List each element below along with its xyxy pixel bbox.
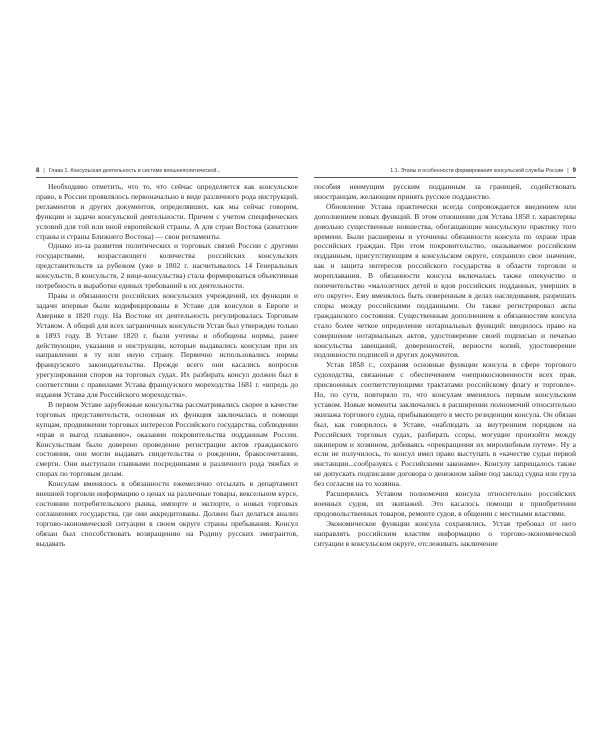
right-head-separator: | (567, 168, 569, 174)
left-paragraph: Консулам вменялось в обязанности ежемесячно отсылать в департамент внешней торговли информацию о ценах на различные товары, вексельном курсе, состоянии потребительского рынка, импорте и экспорте, о новых торговых соглашениях государства, где они аккредитованы. Должен был делаться анализ торгово-экономической ситуации в своем округе страны пребывания. Консул обязан был способствовать возвращению на Родину русских эмигрантов, выдавать (36, 479, 298, 548)
left-paragraph: Однако из-за развития политических и торговых связей России с другими государствами, возрастающего количества российских консульских представительств за рубежом (уже в 1802 г. насчитывалось 14 Генеральных консульств, 8 консульств, 2 вице-консульства) стала формироваться объективная потребность в выработке единых требований к их деятельности. (36, 241, 298, 291)
right-paragraph: Обновление Устава практически всегда сопровождается введением или дополнением новых функций. В этом отношении для Устава 1858 г. характерны довольно существенные новшества, обогащающие консульскую практику того времени. Были расширены и уточнены обязанности консула по охране прав российских граждан. При этом покровительство, оказываемое российским подданным, присутствующим в консульском округе, сохранило свое значение, как и защита интересов российского государства в области торговли и мореплавания. В обязанности консула включалась также опекунство и попечительство «малолетних детей и вдов российских подданных, умерших в его округе». Ему вменялось быть поверенным в делах наследования, разрешать споры между российскими подданными. Он также регистрировал акты гражданского состояния. Существенным дополнением к обязанностям консула стало более четкое определение нотариальных функций: вводилось право на совершение нотариальных актов, удостоверение своей подписью и печатью консульства завещаний, доверенностей, верности копий, удостоверение подлинности подписей и других документов. (314, 201, 576, 360)
left-head-rule (36, 177, 298, 178)
right-running-title: 1.1. Этапы и особенности формирования консульской службы России (390, 168, 564, 174)
left-head-separator: | (43, 168, 45, 174)
right-page-number: 9 (572, 168, 576, 174)
left-paragraph: Права и обязанности российских консульских учреждений, их функции и задачи впервые были кодифицированы в Уставе для консулов в Европе и Америке в 1820 году. На Востоке их деятельность регулировалась Торговым Уставом. А общий для всех заграничных консульств Устав был утвержден только в 1893 году. В Уставе 1820 г. были учтены и обобщены нормы, ранее действующие, указания и инструкции, которые выдавались консулам при их направлении в ту или иную страну. Первично использовались нормы французского законодательства. Прежде всего они касались вопросов урегулирования споров на торговых судах. Их разбирать консул должен был в соответствии с правилами Устава французского мореходства 1681 г. «впредь до издания Устава для Российского мореходства». (36, 290, 298, 400)
right-paragraph-continued: пособия неимущим русским подданным за границей, содействовать иностранцам, желающим принять русское подданство. (314, 182, 576, 201)
right-paragraph: Устав 1858 г., сохраняя основные функции консула в сфере торгового судоходства, связанные с обеспечением «неприкосновенности всех прав, присвоенных соответствующими трактатами российскому флагу и торговле». Но, по сути, повторяло то, что консулам вменялось первым консульским уставом. Новые моменты заключались в расширении полномочий относительно экипажа торгового судна, прибывающего в место резиденции консула. Он обязан был, как говорилось в Уставе, «наблюдать за внутренним порядком на Российских торговых судах, разбирать ссоры, могущие произойти между шкипером и хозяином, добиваясь «прекращения их миролюбным путем». Ну а если не получилось, то консул имел право выступать в «качестве судьи первой инстанции...сообразуясь с Российскими законами». Консулу запрещалось также не допускать подписание договора о денежном займе под заклад судна или груза без согласия на то хозяина. (314, 360, 576, 489)
left-page-body (36, 182, 298, 549)
right-paragraph: Расширялись Уставом полномочия консула относительно российских военных судов, их экипажей. Это касалось помощи в приобретении продовольственных товаров, ремонте судов, в общении с местными властями. (314, 489, 576, 518)
right-page-body (314, 182, 576, 549)
left-page-number: 8 (36, 168, 40, 174)
right-head-rule (314, 177, 576, 178)
left-paragraph: В первом Уставе зарубежные консульства рассматривались скорее в качестве торговых представительств, основная их функция заключалась в помощи купцам, продвижении торговых интересов Российского государства, соблюдении «прав и выгод плаванию», оказании покровительства подданным России. Консульствам было доверено проведение регистрации актов гражданского состояния, они могли выдавать свидетельства о рождении, бракосочетании, смерти. Они выступали главными посредниками в различного рода тяжбах и спорах по торговым делам. (36, 399, 298, 479)
left-paragraph: Необходимо отметить, что то, что сейчас определяется как консульское право, в России проявлялось первоначально в виде различного рода инструкций, регламентов и других документов, определявших, как мы сейчас говорим, функции и задачи консульской деятельности. Причем с учетом специфических условий для той или иной европейской страны. А для стран Востока (азиатские страны и страны Ближнего Востока) — свои регламенты. (36, 182, 298, 241)
right-paragraph: Экономические функции консула сохранялись. Устав требовал от него направлять российским властям информацию о торгово-экономической ситуации в консульском округе, отслеживать заключение (314, 518, 576, 548)
left-running-title: Глава 1. Консульская деятельность в системе внешнеполитической... (48, 168, 221, 174)
